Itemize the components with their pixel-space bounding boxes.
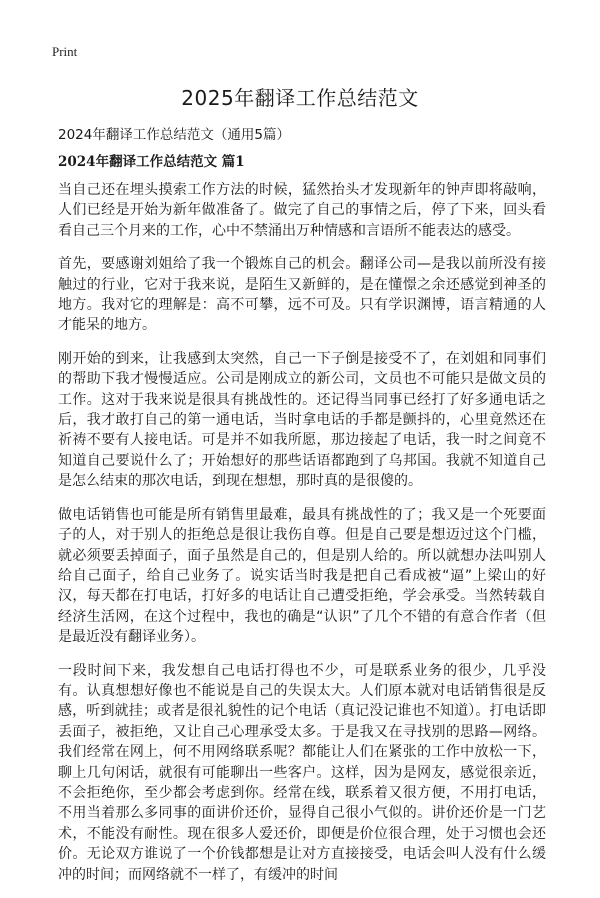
paragraph-4: 做电话销售也可能是所有销售里最难，最具有挑战性的了；我又是一个死要面子的人，对于别人的拒绝总是很让我伤自尊。但是自己要是想迈过这个门槛，就必须要丢掉面子，面子虽然是自己的，但是别人给的。所以就想办法叫别人给自己面子，给自己业务了。说实话当时我是把自己看成被“逼”上梁山的好汉，每天都在打电话，打好多的电话让自己遭受拒绝，学会承受。当然转载自经济生活网，在这个过程中，我也的确是“认识”了几个不错的有意合作者（但是最近没有翻译业务）。 [58, 506, 546, 646]
section-heading: 2024年翻译工作总结范文 篇1 [58, 154, 245, 170]
print-label: Print [52, 44, 78, 59]
paragraph-1: 当自己还在埋头摸索工作方法的时候，猛然抬头才发现新年的钟声即将敲响，人们已经是开始为新年做准备了。做完了自己的事情之后，停了下来，回头看看自己三个月来的工作，心中不禁涌出万种情感和言语所不能表达的感受。 [58, 182, 546, 239]
paragraph-3: 刚开始的到来，让我感到太突然，自己一下子倒是接受不了，在刘姐和同事们的帮助下我才慢慢适应。公司是刚成立的新公司，文员也不可能只是做文员的工作。这对于我来说是很具有挑战性的。还记得当同事已经打了好多通电话之后，我才敢打自己的第一通电话，当时拿电话的手都是颤抖的，心里竟然还在祈祷不要有人接电话。可是并不如我所愿，那边接起了电话，我一时之间竟不知道自己要说什么了；开始想好的那些话语都跑到了乌邦国。我就不知道自己是怎么结束的那次电话，到现在想想，那时真的是很傻的。 [58, 350, 546, 490]
document-body [58, 180, 546, 898]
paragraph-2: 首先，要感谢刘姐给了我一个锻炼自己的机会。翻译公司—是我以前所没有接触过的行业，它对于我来说，是陌生又新鲜的，是在懂憬之余还感觉到神圣的地方。我对它的理解是：高不可攀，远不可及。只有学识渊博，语言精通的人才能呆的地方。 [58, 256, 546, 334]
document-subtitle: 2024年翻译工作总结范文（通用5篇） [58, 127, 290, 143]
paragraph-5: 一段时间下来，我发想自己电话打得也不少，可是联系业务的很少，几乎没有。认真想想好像也不能说是自己的失误太大。人们原本就对电话销售很是反感，听到就挂；或者是很礼貌性的记个电话（真记没记谁也不知道）。打电话即丢面子，被拒绝，又让自己心理承受太多。于是我又在寻找别的思路—网络。我们经常在网上，何不用网络联系呢？都能让人们在紧张的工作中放松一下，聊上几句闲话，就很有可能聊出一些客户。这样，因为是网友，感觉很亲近，不会拒绝你，至少都会考虑到你。经常在线，联系着又很方便，不用打电话，不用当着那么多同事的面讲价还价，显得自己很小气似的。讲价还价是一门艺术，不能没有耐性。现在很多人爱还价，即便是价位很合理，处于习惯也会还价。无论双方谁说了一个价钱都想是让对方直接接受，电话会叫人没有什么缓冲的时间；而网络就不一样了，有缓冲的时间 [58, 662, 546, 883]
document-title: 2025年翻译工作总结范文 [181, 86, 419, 110]
